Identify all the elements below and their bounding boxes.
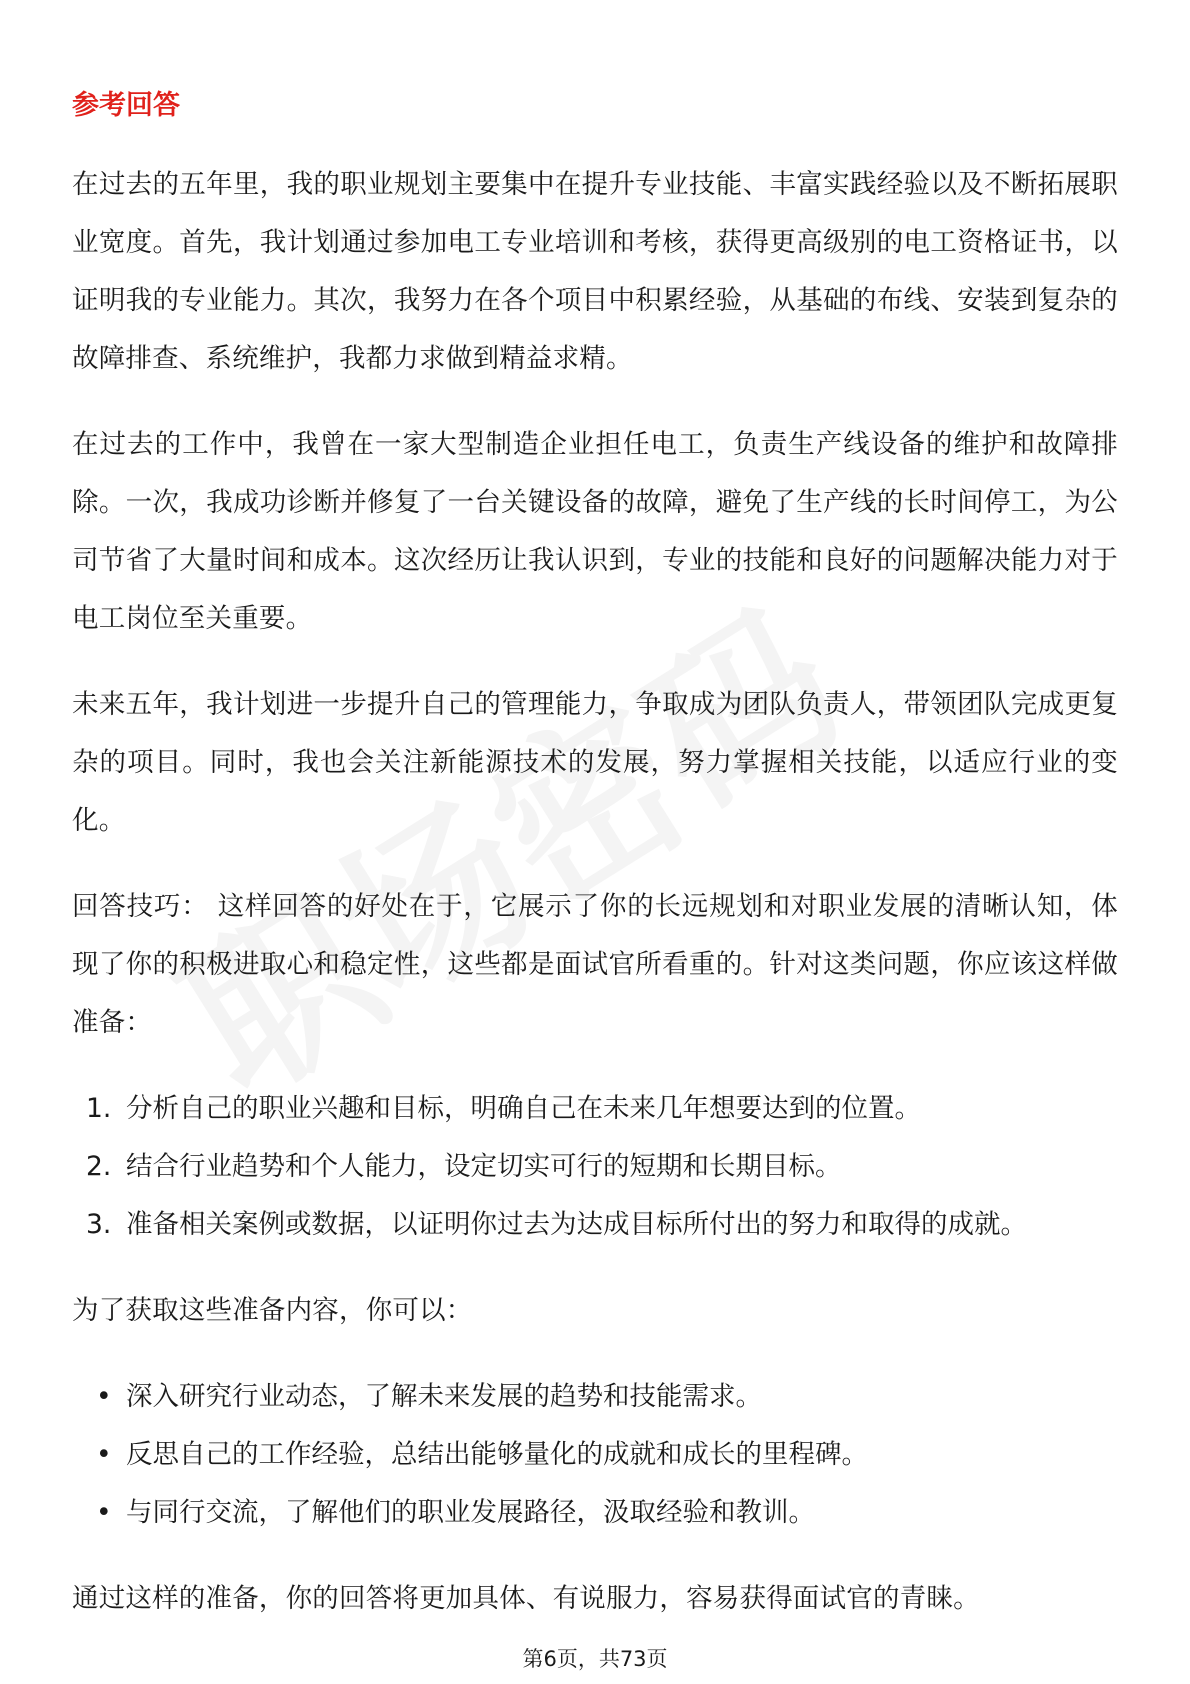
tips-paragraph: 回答技巧： 这样回答的好处在于，它展示了你的长远规划和对职业发展的清晰认知，体现了你的积极进取心和稳定性，这些都是面试官所看重的。针对这类问题，你应该这样做准备： (72, 891, 1118, 1038)
list-item (72, 1196, 1118, 1254)
prep-intro: 为了获取这些准备内容，你可以： (72, 1295, 473, 1326)
list-item (72, 1138, 1118, 1196)
list-item (72, 1080, 1118, 1138)
bullet-list (72, 1368, 1118, 1542)
section-heading: 参考回答 (72, 90, 180, 121)
closing-paragraph: 通过这样的准备，你的回答将更加具体、有说服力，容易获得面试官的青睐。 (72, 1583, 980, 1614)
list-item-text: 反思自己的工作经验，总结出能够量化的成就和成长的里程碑。 (126, 1439, 868, 1470)
main-content (72, 86, 1118, 1656)
list-item (72, 1426, 1118, 1484)
list-item (72, 1484, 1118, 1542)
list-number: 3. (86, 1209, 112, 1240)
list-item-text: 与同行交流，了解他们的职业发展路径，汲取经验和教训。 (126, 1497, 815, 1528)
list-item (72, 1368, 1118, 1426)
list-item-text: 深入研究行业动态，了解未来发展的趋势和技能需求。 (126, 1381, 762, 1412)
list-item-text: 分析自己的职业兴趣和目标，明确自己在未来几年想要达到的位置。 (126, 1093, 921, 1124)
bullet-icon: • (96, 1497, 112, 1528)
list-number: 2. (86, 1151, 112, 1182)
answer-paragraph-2: 在过去的工作中，我曾在一家大型制造企业担任电工，负责生产线设备的维护和故障排除。一次，我成功诊断并修复了一台关键设备的故障，避免了生产线的长时间停工，为公司节省了大量时间和成本。这次经历让我认识到，专业的技能和良好的问题解决能力对于电工岗位至关重要。 (72, 429, 1118, 634)
bullet-icon: • (96, 1439, 112, 1470)
list-number: 1. (86, 1093, 112, 1124)
page-number: 第6页，共73页 (522, 1647, 668, 1671)
bullet-icon: • (96, 1381, 112, 1412)
numbered-list (72, 1080, 1118, 1254)
answer-paragraph-1: 在过去的五年里，我的职业规划主要集中在提升专业技能、丰富实践经验以及不断拓展职业宽度。首先，我计划通过参加电工专业培训和考核，获得更高级别的电工资格证书，以证明我的专业能力。其次，我努力在各个项目中积累经验，从基础的布线、安装到复杂的故障排查、系统维护，我都力求做到精益求精。 (72, 169, 1118, 374)
answer-paragraph-3: 未来五年，我计划进一步提升自己的管理能力，争取成为团队负责人，带领团队完成更复杂的项目。同时，我也会关注新能源技术的发展，努力掌握相关技能，以适应行业的变化。 (72, 689, 1118, 836)
list-item-text: 结合行业趋势和个人能力，设定切实可行的短期和长期目标。 (126, 1151, 842, 1182)
list-item-text: 准备相关案例或数据，以证明你过去为达成目标所付出的努力和取得的成就。 (126, 1209, 1027, 1240)
